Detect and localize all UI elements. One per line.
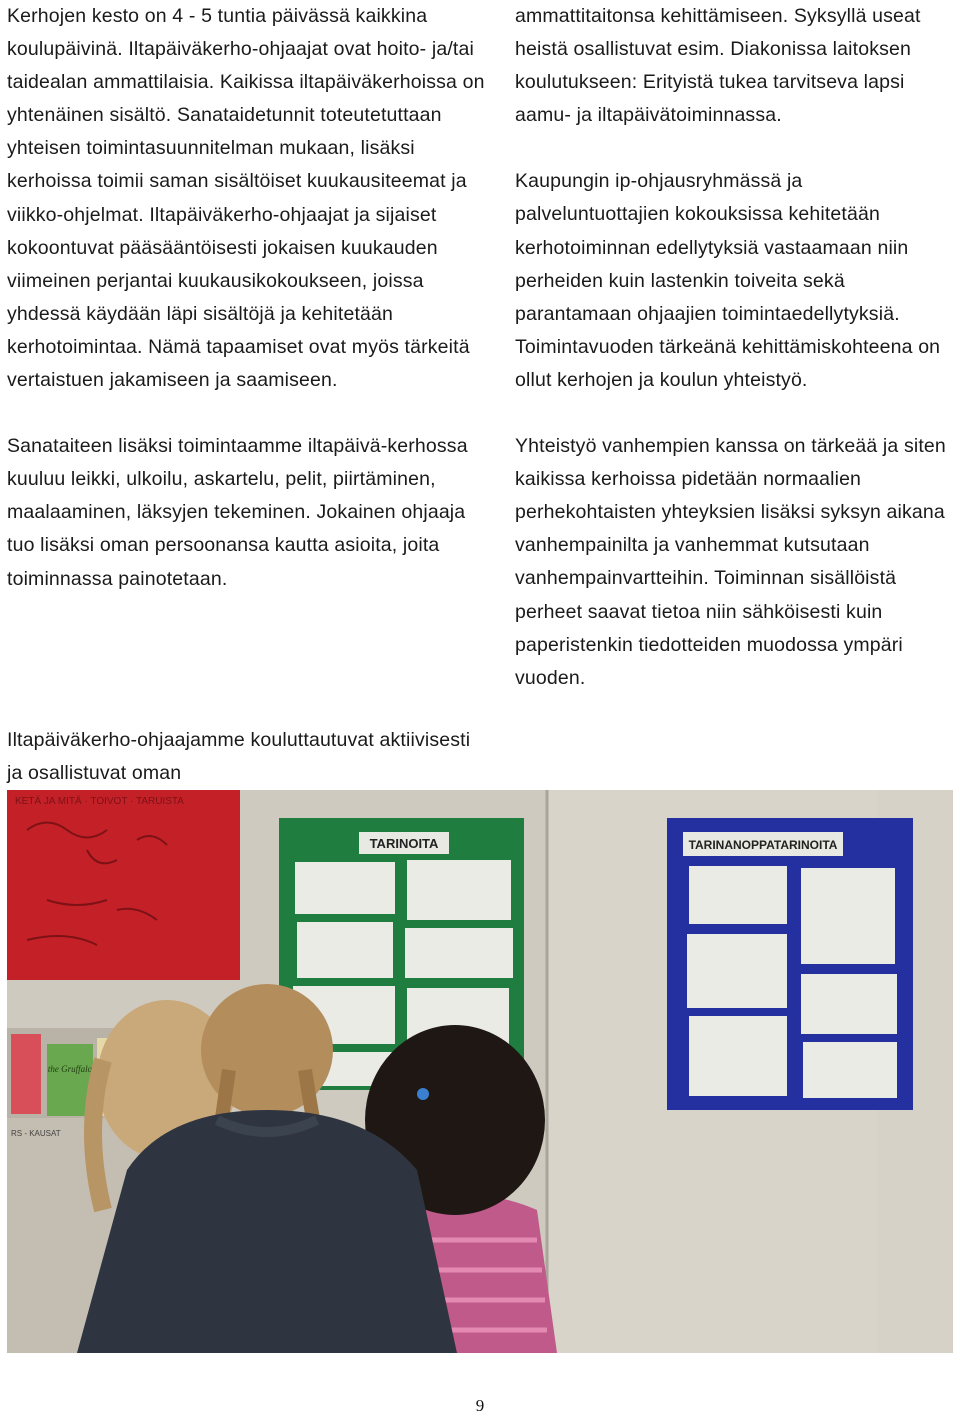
right-text-column	[515, 0, 960, 695]
page-number: 9	[475, 1396, 485, 1415]
right-paragraph-3: Yhteistyö vanhempien kanssa on tärkeää ja siten kaikissa kerhoissa pidetään normaalien perhekohtaisten yhteyksien lisäksi syksyn aikana vanhempainilta ja vanhemmat kutsutaan vanhempainvartteihin. Toiminnan sisällöistä perheet saavat tietoa niin sähköisesti kuin paperistenkin tiedotteiden muodossa ympäri vuoden.	[515, 435, 946, 689]
children	[77, 984, 557, 1353]
left-paragraph-1: Kerhojen kesto on 4 - 5 tuntia päivässä kaikkina koulupäivinä. Iltapäiväkerho-ohjaajat ovat hoito- ja/tai taidealan ammattilaisia. Kaikissa iltapäiväkerhoissa on yhtenäinen sisältö. Sanataidetunnit toteutetuttaan yhteisen toimintasuunnitelman mukaan, lisäksi kerhoissa toimii saman sisältöiset kuukausiteemat ja viikko-ohjelmat. Iltapäiväkerho-ohjaajat ja sijaiset kokoontuvat pääsääntöisesti jokaisen kuukauden viimeinen perjantai kuukausikokoukseen, joissa yhdessä käydään läpi sisältöjä ja kehitetään kerhotoimintaa. Nämä tapaamiset ovat myös tärkeitä vertaistuen jakamiseen ja saamiseen.	[7, 5, 485, 392]
red-board	[7, 790, 240, 980]
book-title: the Gruffalo	[47, 1064, 93, 1074]
classroom-photo	[7, 790, 953, 1353]
right-paragraph-2: Kaupungin ip-ohjausryhmässä ja palveluntuottajien kokouksissa kehitetään kerhotoiminnan edellytyksiä vastaamaan niin perheiden kuin lastenkin toiveita sekä parantamaan ohjaajien toimintaedellytyksiä. Toimintavuoden tärkeänä kehittämiskohteena on ollut kerhojen ja koulun yhteistyö.	[515, 170, 941, 391]
left-paragraph-2: Sanataiteen lisäksi toimintaamme iltapäivä-kerhossa kuuluu leikki, ulkoilu, askartelu, pelit, piirtäminen, maalaaminen, läksyjen tekeminen. Jokainen ohjaaja tuo lisäksi oman persoonansa kautta asioita, joita toiminnassa painotetaan.	[7, 435, 468, 590]
shelf-label: RS - KAUSAT	[11, 1129, 61, 1138]
green-board-title: TARINOITA	[369, 836, 439, 851]
right-paragraph-1: ammattitaitonsa kehittämiseen. Syksyllä useat heistä osallistuvat esim. Diakonissa laitoksen koulutukseen: Erityistä tukea tarvitseva lapsi aamu- ja iltapäivätoiminnassa.	[515, 5, 921, 127]
blue-board-title: TARINANOPPATARINOITA	[688, 838, 838, 852]
svg-text:KETÄ JA MITÄ · TOIVOT · TARUIS: KETÄ JA MITÄ · TOIVOT · TARUISTA	[15, 796, 184, 807]
blue-board	[667, 818, 913, 1110]
left-paragraph-3: Iltapäiväkerho-ohjaajamme kouluttautuvat aktiivisesti ja osallistuvat oman	[7, 729, 471, 785]
left-text-column	[7, 0, 485, 596]
